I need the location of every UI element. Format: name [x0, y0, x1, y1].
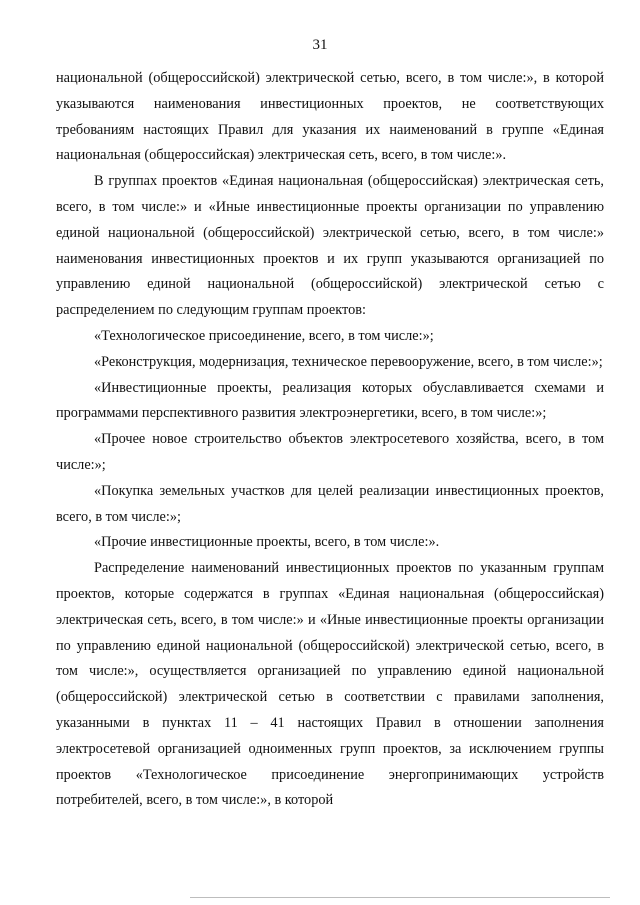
paragraph-group-land-purchase: «Покупка земельных участков для целей реализации инвестиционных проектов, всего, в том числе:»; [56, 482, 604, 525]
paragraph-group-new-construction: «Прочее новое строительство объектов электросетевого хозяйства, всего, в том числе:»; [56, 431, 604, 473]
paragraph-group-schemes-programs: «Инвестиционные проекты, реализация которых обуславливается схемами и программами перспективного развития электроэнергетики, всего, в том числе:»; [56, 379, 604, 422]
paragraph-group-reconstruction: «Реконструкция, модернизация, техническое перевооружение, всего, в том числе:»; [94, 353, 603, 370]
paragraph-distribution-rules: Распределение наименований инвестиционных проектов по указанным группам проектов, которые содержатся в группах «Единая национальная (общероссийская) электрическая сеть, всего, в том числе:» и «Иные инвестиционные проекты организации по управлению единой национальной (общероссийской) электрической сетью, всего, в том числе:», осуществляется организацией по управлению единой национальной (общероссийской) электрической сетью в соответствии с правилами заполнения, указанными в пунктах 11 – 41 настоящих Правил в отношении заполнения электросетевой организацией одноименных групп проектов, за исключением группы проектов «Технологическое присоединение энергопринимающих устройств потребителей, всего, в том числе:», в которой [56, 560, 604, 809]
page-number: 31 [312, 37, 328, 53]
document-body [56, 66, 604, 814]
paragraph-continuation: национальной (общероссийской) электрической сетью, всего, в том числе:», в которой указываются наименования инвестиционных проектов, не соответствующих требованиям настоящих Правил для указания их наименований в группе «Единая национальная (общероссийская) электрическая сеть, всего, в том числе:». [56, 70, 604, 164]
paragraph-group-other-projects: «Прочие инвестиционные проекты, всего, в том числе:». [94, 534, 440, 551]
paragraph-groups-intro: В группах проектов «Единая национальная (общероссийская) электрическая сеть, всего, в том числе:» и «Иные инвестиционные проекты организации по управлению единой национальной (общероссийской) электрической сетью, всего, в том числе:» наименования инвестиционных проектов и их групп указываются организацией по управлению единой национальной (общероссийской) электрической сетью с распределением по следующим группам проектов: [56, 173, 604, 319]
scan-edge-line [190, 897, 610, 898]
paragraph-group-tech-connection: «Технологическое присоединение, всего, в том числе:»; [94, 327, 434, 344]
